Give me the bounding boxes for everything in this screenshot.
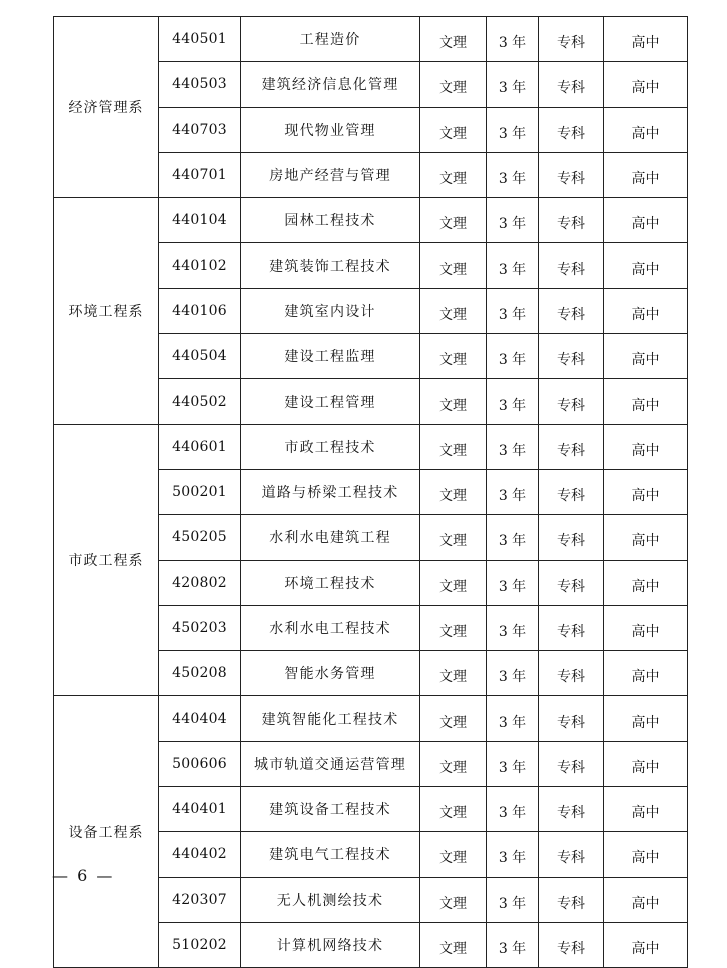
subject-cell: 文理 (420, 741, 487, 786)
requirement-cell: 高中 (604, 152, 688, 197)
level-cell: 专科 (539, 651, 604, 696)
major-code-cell: 440501 (159, 17, 241, 62)
requirement-cell: 高中 (604, 741, 688, 786)
major-name-cell: 无人机测绘技术 (241, 877, 420, 922)
subject-cell: 文理 (420, 922, 487, 967)
subject-cell: 文理 (420, 379, 487, 424)
page-number: — 6 — (52, 866, 115, 885)
department-cell: 经济管理系 (54, 17, 159, 198)
table-row (54, 424, 688, 469)
subject-cell: 文理 (420, 424, 487, 469)
subject-cell: 文理 (420, 651, 487, 696)
major-name-cell: 计算机网络技术 (241, 922, 420, 967)
level-cell: 专科 (539, 243, 604, 288)
subject-cell: 文理 (420, 243, 487, 288)
level-cell: 专科 (539, 62, 604, 107)
major-code-cell: 440404 (159, 696, 241, 741)
duration-cell: 3 年 (487, 922, 539, 967)
duration-cell: 3 年 (487, 107, 539, 152)
level-cell: 专科 (539, 605, 604, 650)
duration-cell: 3 年 (487, 741, 539, 786)
major-code-cell: 440703 (159, 107, 241, 152)
major-name-cell: 园林工程技术 (241, 198, 420, 243)
level-cell: 专科 (539, 107, 604, 152)
duration-cell: 3 年 (487, 62, 539, 107)
duration-cell: 3 年 (487, 152, 539, 197)
major-code-cell: 450208 (159, 651, 241, 696)
duration-cell: 3 年 (487, 832, 539, 877)
duration-cell: 3 年 (487, 696, 539, 741)
level-cell: 专科 (539, 379, 604, 424)
major-name-cell: 现代物业管理 (241, 107, 420, 152)
major-name-cell: 建筑设备工程技术 (241, 787, 420, 832)
requirement-cell: 高中 (604, 424, 688, 469)
major-name-cell: 市政工程技术 (241, 424, 420, 469)
major-name-cell: 水利水电建筑工程 (241, 515, 420, 560)
duration-cell: 3 年 (487, 787, 539, 832)
major-name-cell: 水利水电工程技术 (241, 605, 420, 650)
requirement-cell: 高中 (604, 605, 688, 650)
major-code-cell: 440102 (159, 243, 241, 288)
level-cell: 专科 (539, 741, 604, 786)
subject-cell: 文理 (420, 515, 487, 560)
duration-cell: 3 年 (487, 605, 539, 650)
requirement-cell: 高中 (604, 832, 688, 877)
major-code-cell: 420307 (159, 877, 241, 922)
duration-cell: 3 年 (487, 515, 539, 560)
major-code-cell: 510202 (159, 922, 241, 967)
level-cell: 专科 (539, 198, 604, 243)
level-cell: 专科 (539, 696, 604, 741)
table-row (54, 198, 688, 243)
level-cell: 专科 (539, 877, 604, 922)
duration-cell: 3 年 (487, 877, 539, 922)
requirement-cell: 高中 (604, 198, 688, 243)
requirement-cell: 高中 (604, 651, 688, 696)
requirement-cell: 高中 (604, 787, 688, 832)
major-code-cell: 450203 (159, 605, 241, 650)
level-cell: 专科 (539, 288, 604, 333)
major-code-cell: 500606 (159, 741, 241, 786)
subject-cell: 文理 (420, 560, 487, 605)
level-cell: 专科 (539, 334, 604, 379)
duration-cell: 3 年 (487, 198, 539, 243)
requirement-cell: 高中 (604, 877, 688, 922)
major-name-cell: 环境工程技术 (241, 560, 420, 605)
major-name-cell: 城市轨道交通运营管理 (241, 741, 420, 786)
department-cell: 设备工程系 (54, 696, 159, 968)
major-name-cell: 建筑室内设计 (241, 288, 420, 333)
major-code-cell: 450205 (159, 515, 241, 560)
subject-cell: 文理 (420, 107, 487, 152)
subject-cell: 文理 (420, 787, 487, 832)
major-name-cell: 工程造价 (241, 17, 420, 62)
level-cell: 专科 (539, 152, 604, 197)
requirement-cell: 高中 (604, 62, 688, 107)
major-code-cell: 500201 (159, 469, 241, 514)
major-name-cell: 建筑电气工程技术 (241, 832, 420, 877)
duration-cell: 3 年 (487, 469, 539, 514)
department-cell: 市政工程系 (54, 424, 159, 696)
level-cell: 专科 (539, 469, 604, 514)
duration-cell: 3 年 (487, 424, 539, 469)
duration-cell: 3 年 (487, 17, 539, 62)
major-code-cell: 440401 (159, 787, 241, 832)
duration-cell: 3 年 (487, 334, 539, 379)
requirement-cell: 高中 (604, 334, 688, 379)
subject-cell: 文理 (420, 17, 487, 62)
requirement-cell: 高中 (604, 515, 688, 560)
table-row (54, 17, 688, 62)
subject-cell: 文理 (420, 832, 487, 877)
level-cell: 专科 (539, 17, 604, 62)
duration-cell: 3 年 (487, 379, 539, 424)
subject-cell: 文理 (420, 152, 487, 197)
requirement-cell: 高中 (604, 696, 688, 741)
majors-table (53, 16, 688, 968)
subject-cell: 文理 (420, 696, 487, 741)
major-name-cell: 建筑经济信息化管理 (241, 62, 420, 107)
table-row (54, 696, 688, 741)
table-body (54, 17, 688, 968)
duration-cell: 3 年 (487, 651, 539, 696)
requirement-cell: 高中 (604, 288, 688, 333)
major-name-cell: 建筑智能化工程技术 (241, 696, 420, 741)
major-code-cell: 440601 (159, 424, 241, 469)
subject-cell: 文理 (420, 334, 487, 379)
department-cell: 环境工程系 (54, 198, 159, 424)
subject-cell: 文理 (420, 877, 487, 922)
level-cell: 专科 (539, 560, 604, 605)
major-code-cell: 440104 (159, 198, 241, 243)
major-code-cell: 440504 (159, 334, 241, 379)
major-code-cell: 420802 (159, 560, 241, 605)
major-name-cell: 建设工程管理 (241, 379, 420, 424)
level-cell: 专科 (539, 922, 604, 967)
duration-cell: 3 年 (487, 560, 539, 605)
major-code-cell: 440701 (159, 152, 241, 197)
level-cell: 专科 (539, 832, 604, 877)
major-code-cell: 440503 (159, 62, 241, 107)
subject-cell: 文理 (420, 198, 487, 243)
requirement-cell: 高中 (604, 243, 688, 288)
duration-cell: 3 年 (487, 288, 539, 333)
requirement-cell: 高中 (604, 469, 688, 514)
requirement-cell: 高中 (604, 17, 688, 62)
duration-cell: 3 年 (487, 243, 539, 288)
requirement-cell: 高中 (604, 922, 688, 967)
major-code-cell: 440502 (159, 379, 241, 424)
major-code-cell: 440106 (159, 288, 241, 333)
level-cell: 专科 (539, 515, 604, 560)
major-name-cell: 道路与桥梁工程技术 (241, 469, 420, 514)
requirement-cell: 高中 (604, 379, 688, 424)
major-name-cell: 建设工程监理 (241, 334, 420, 379)
major-name-cell: 智能水务管理 (241, 651, 420, 696)
subject-cell: 文理 (420, 62, 487, 107)
major-name-cell: 房地产经营与管理 (241, 152, 420, 197)
subject-cell: 文理 (420, 605, 487, 650)
major-name-cell: 建筑装饰工程技术 (241, 243, 420, 288)
level-cell: 专科 (539, 424, 604, 469)
requirement-cell: 高中 (604, 107, 688, 152)
subject-cell: 文理 (420, 288, 487, 333)
requirement-cell: 高中 (604, 560, 688, 605)
subject-cell: 文理 (420, 469, 487, 514)
major-code-cell: 440402 (159, 832, 241, 877)
level-cell: 专科 (539, 787, 604, 832)
